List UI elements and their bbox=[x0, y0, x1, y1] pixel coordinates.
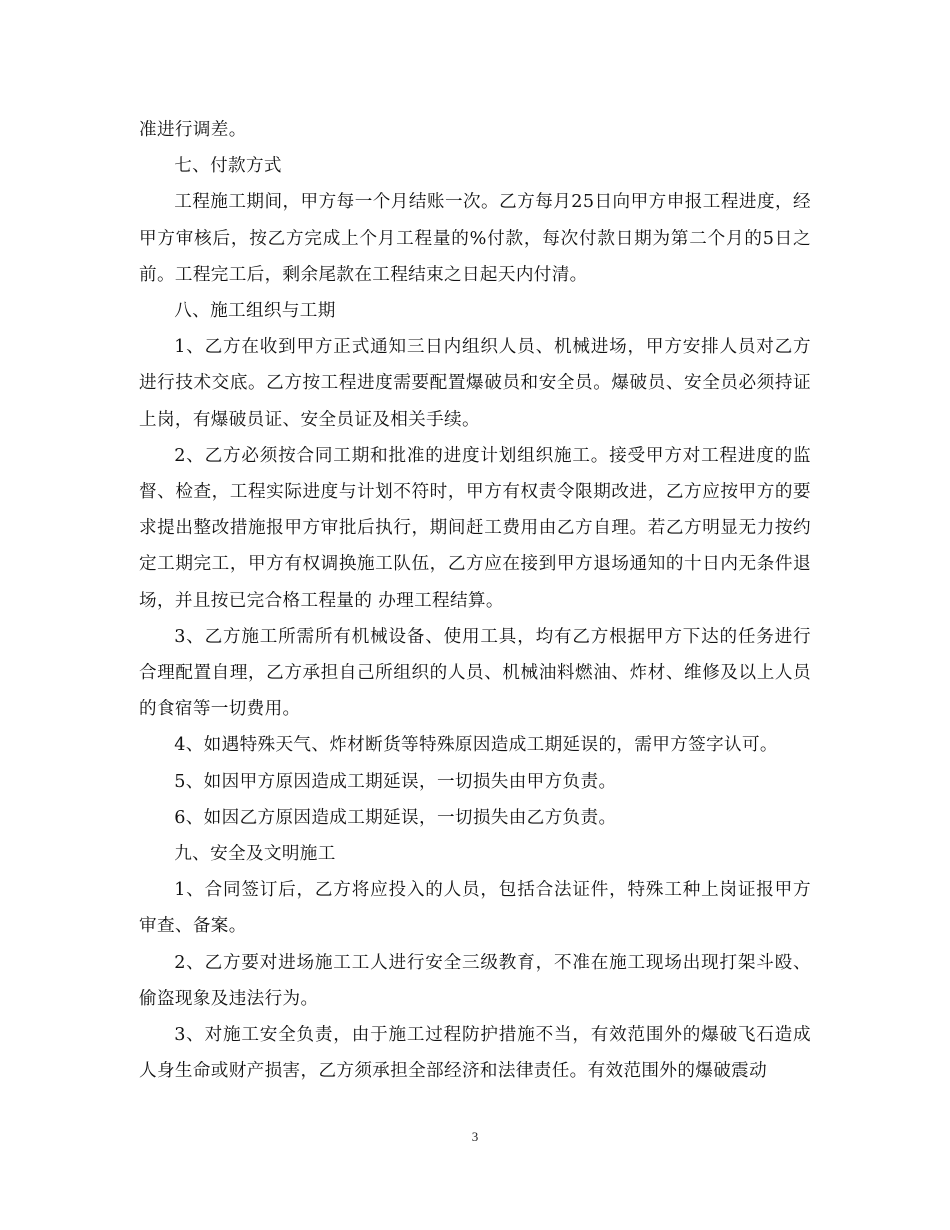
paragraph-clause-8-4: 4、如遇特殊天气、炸材断货等特殊原因造成工期延误的，需甲方签字认可。 bbox=[174, 735, 778, 756]
paragraph-clause-9-1: 1、合同签订后，乙方将应投入的人员，包括合法证件，特殊工种上岗证报甲方审查、备案。 bbox=[139, 880, 811, 937]
paragraph-payment-terms: 工程施工期间，甲方每一个月结账一次。乙方每月25日向甲方申报工程进度，经甲方审核后，按乙方完成上个月工程量的%付款，每次付款日期为第二个月的5日之前。工程完工后，剩余尾款在工程结束之日起天内付清。 bbox=[139, 192, 811, 285]
section-heading-organization: 八、施工组织与工期 bbox=[174, 301, 336, 322]
paragraph-clause-8-6: 6、如因乙方原因造成工期延误，一切损失由乙方负责。 bbox=[174, 807, 617, 828]
section-heading-safety: 九、安全及文明施工 bbox=[174, 844, 336, 865]
section-heading-payment: 七、付款方式 bbox=[174, 156, 282, 177]
paragraph-clause-8-1: 1、乙方在收到甲方正式通知三日内组织人员、机械进场，甲方安排人员对乙方进行技术交底。乙方按工程进度需要配置爆破员和安全员。爆破员、安全员必须持证上岗，有爆破员证、安全员证及相关手续。 bbox=[139, 337, 811, 430]
paragraph-clause-8-5: 5、如因甲方原因造成工期延误，一切损失由甲方负责。 bbox=[174, 771, 617, 792]
document-body bbox=[139, 112, 811, 1089]
page-number: 3 bbox=[471, 1129, 479, 1144]
paragraph-clause-9-2: 2、乙方要对进场施工工人进行安全三级教育，不准在施工现场出现打架斗殴、偷盗现象及违法行为。 bbox=[139, 952, 811, 1009]
paragraph-clause-8-3: 3、乙方施工所需所有机械设备、使用工具，均有乙方根据甲方下达的任务进行合理配置自理，乙方承担自己所组织的人员、机械油料燃油、炸材、维修及以上人员的食宿等一切费用。 bbox=[139, 626, 811, 720]
paragraph-0: 准进行调差。 bbox=[139, 120, 247, 140]
paragraph-clause-9-3: 3、对施工安全负责，由于施工过程防护措施不当，有效范围外的爆破飞石造成人身生命或财产损害，乙方须承担全部经济和法律责任。有效范围外的爆破震动 bbox=[139, 1025, 811, 1082]
paragraph-clause-8-2: 2、乙方必须按合同工期和批准的进度计划组织施工。接受甲方对工程进度的监督、检查，工程实际进度与计划不符时，甲方有权责令限期改进，乙方应按甲方的要求提出整改措施报甲方审批后执行，期间赶工费用由乙方自理。若乙方明显无力按约定工期完工，甲方有权调换施工队伍，乙方应在接到甲方退场通知的十日内无条件退场，并且按已完合格工程量的 办理工程结算。 bbox=[139, 445, 811, 611]
